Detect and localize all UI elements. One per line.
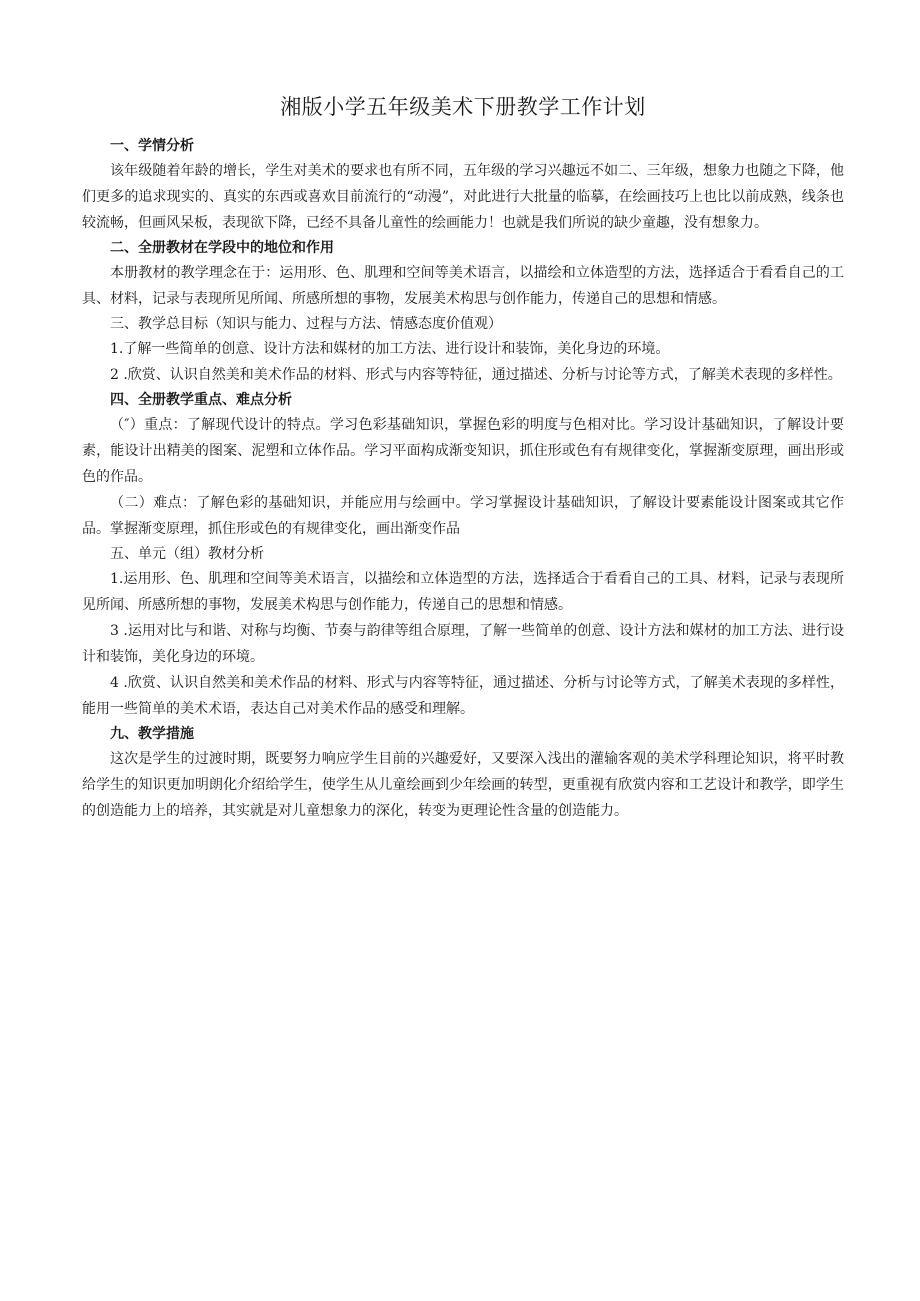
paragraph: 这次是学生的过渡时期，既要努力响应学生目前的兴趣爱好，又要深入浅出的灌输客观的美术学科理论知识，将平时教给学生的知识更加明朗化介绍给学生，使学生从儿童绘画到少年绘画的转型，更重视有欣赏内容和工艺设计和教学，即学生的创造能力上的培养，其实就是对儿童想象力的深化，转变为更理论性含量的创造能力。 [82, 751, 844, 819]
section-4 [82, 388, 844, 542]
section-1 [82, 134, 844, 236]
paragraph: （″）重点：了解现代设计的特点。学习色彩基础知识，掌握色彩的明度与色相对比。学习设计基础知识，了解设计要素，能设计出精美的图案、泥塑和立体作品。学习平面构成渐变知识，抓住形或色有有规律变化，掌握渐变原理，画出形或色的作品。 [82, 417, 844, 485]
section-heading: 九、教学措施 [110, 726, 194, 742]
document-title: 湘版小学五年级美术下册教学工作计划 [280, 95, 646, 119]
paragraph: 本册教材的教学理念在于：运用形、色、肌理和空间等美术语言，以描绘和立体造型的方法，选择适合于看看自己的工具、材料，记录与表现所见所闻、所感所想的事物，发展美术构思与创作能力，传递自己的思想和情感。 [82, 265, 844, 307]
paragraph: 该年级随着年龄的增长，学生对美术的要求也有所不同，五年级的学习兴趣远不如二、三年级，想象力也随之下降，他们更多的追求现实的、真实的东西或喜欢目前流行的“动漫”，对此进行大批量的临摹，在绘画技巧上也比以前成熟，线条也较流畅，但画风呆板，表现欲下降，已经不具备儿童性的绘画能力！也就是我们所说的缺少童趣，没有想象力。 [82, 163, 844, 231]
paragraph: 2 .欣赏、认识自然美和美术作品的材料、形式与内容等特征，通过描述、分析与讨论等方式，了解美术表现的多样性。 [110, 367, 842, 383]
section-heading: 五、单元（组）教材分析 [110, 546, 264, 562]
document-page [82, 92, 844, 824]
section-heading: 二、全册教材在学段中的地位和作用 [110, 240, 334, 256]
section-5 [82, 542, 844, 722]
section-2 [82, 236, 844, 312]
section-6 [82, 722, 844, 824]
paragraph: 3 .运用对比与和谐、对称与均衡、节奏与韵律等组合原理，了解一些简单的创意、设计方法和媒材的加工方法、进行设计和装饰，美化身边的环境。 [82, 623, 844, 665]
section-heading: 三、教学总目标（知识与能力、过程与方法、情感态度价值观） [110, 316, 502, 332]
paragraph: （二）难点：了解色彩的基础知识，并能应用与绘画中。学习掌握设计基础知识，了解设计要素能设计图案或其它作品。掌握渐变原理，抓住形或色的有规律变化，画出渐变作品 [82, 495, 844, 537]
section-heading: 四、全册教学重点、难点分析 [110, 392, 292, 408]
section-heading: 一、学情分析 [110, 138, 194, 154]
paragraph: 1.了解一些简单的创意、设计方法和媒材的加工方法、进行设计和装饰，美化身边的环境。 [110, 341, 670, 357]
paragraph: 1.运用形、色、肌理和空间等美术语言，以描绘和立体造型的方法，选择适合于看看自己的工具、材料，记录与表现所见所闻、所感所想的事物，发展美术构思与创作能力，传递自己的思想和情感。 [82, 571, 844, 613]
section-3 [82, 312, 844, 388]
paragraph: 4 .欣赏、认识自然美和美术作品的材料、形式与内容等特征，通过描述、分析与讨论等方式，了解美术表现的多样性，能用一些简单的美术术语，表达自己对美术作品的感受和理解。 [82, 675, 844, 717]
